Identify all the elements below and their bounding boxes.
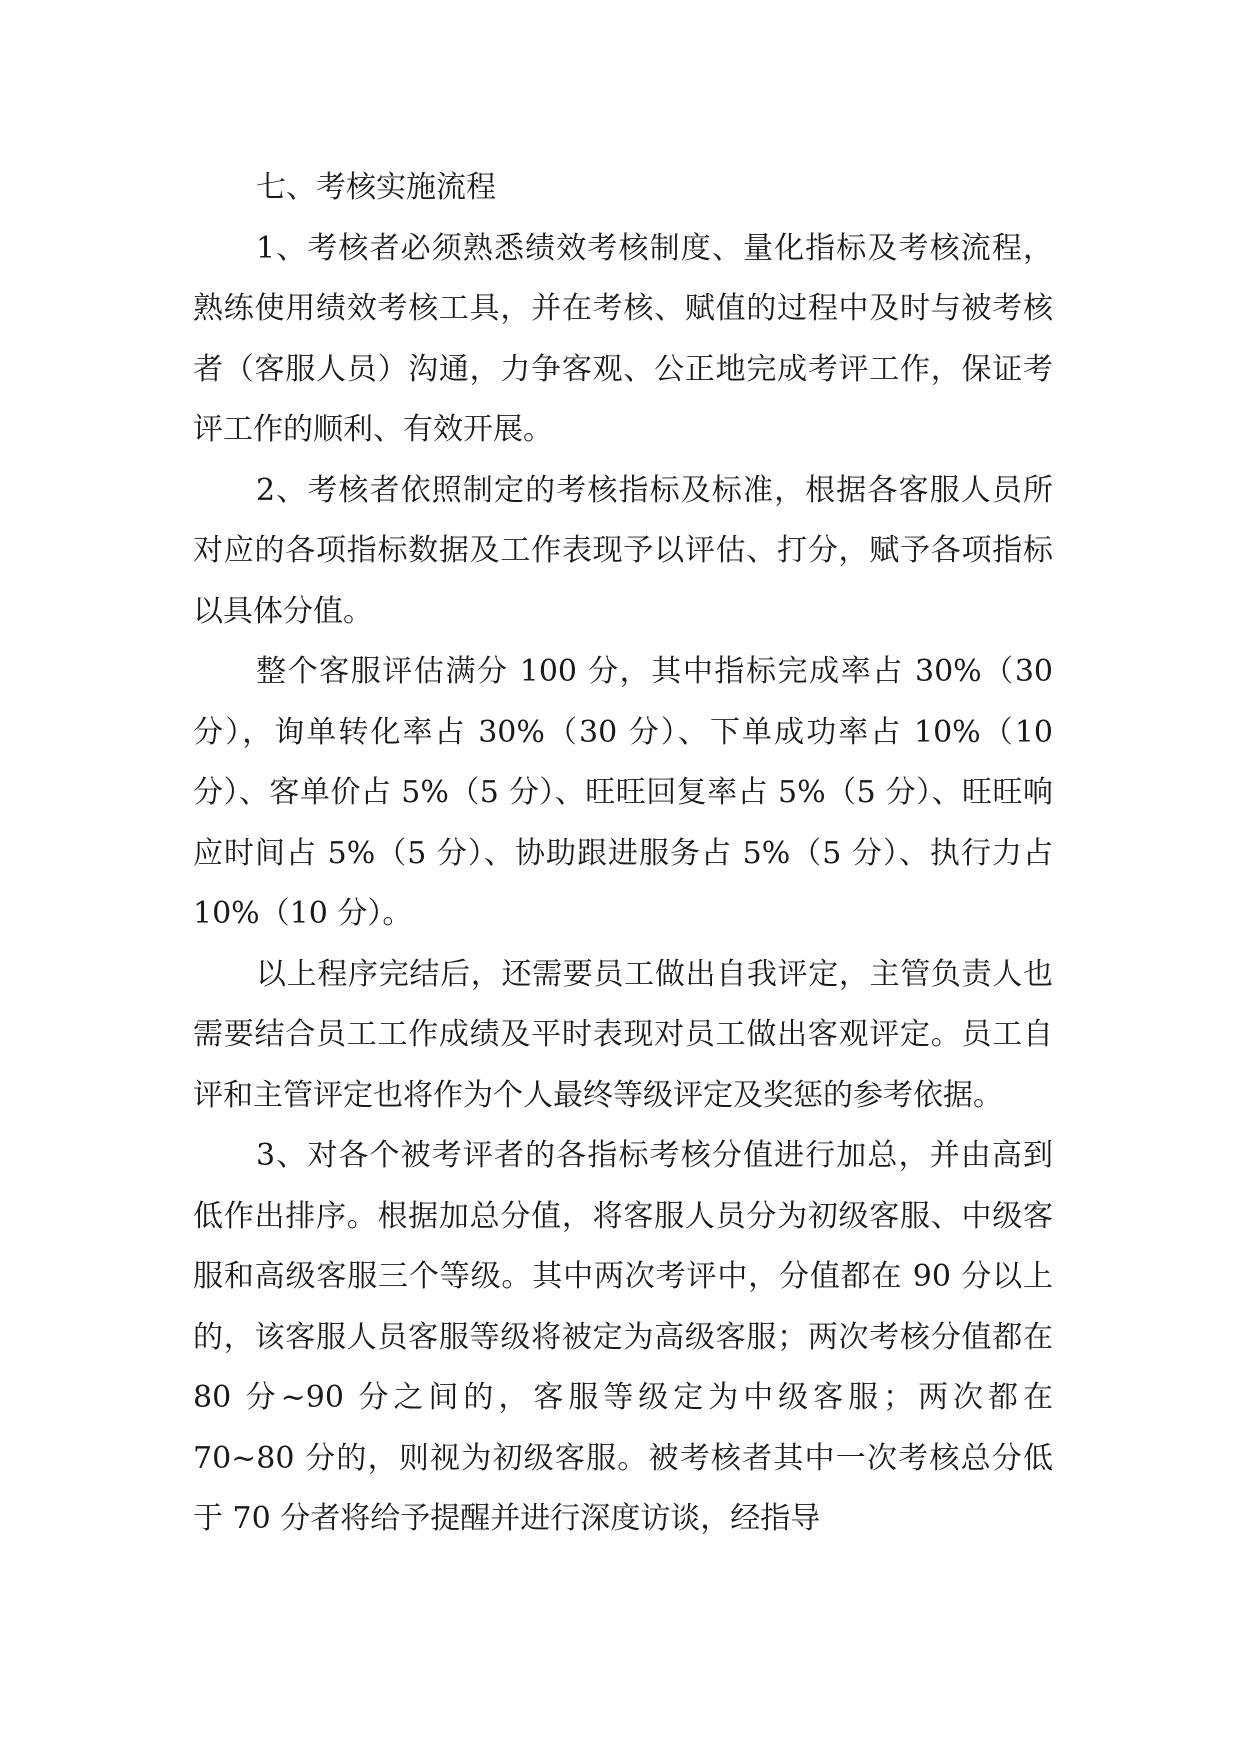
paragraph-3: 整个客服评估满分 100 分，其中指标完成率占 30%（30 分），询单转化率占 30%（30 分）、下单成功率占 10%（10 分）、客单价占 5%（5 分）、旺旺回复率占 5%（5 分）、旺旺响应时间占 5%（5 分）、协助跟进服务占 5%（5 分）、执行力占 10%（10 分）。	[193, 654, 1053, 931]
paragraph-5: 3、对各个被考评者的各指标考核分值进行加总，并由高到低作出排序。根据加总分值，将客服人员分为初级客服、中级客服和高级客服三个等级。其中两次考评中，分值都在 90 分以上的，该客服人员客服等级将被定为高级客服；两次考核分值都在 80 分~90 分之间的，客服等级定为中级客服；两次都在 70~80 分的，则视为初级客服。被考核者其中一次考核总分低于 70 分者将给予提醒并进行深度访谈，经指导	[193, 1138, 1053, 1536]
paragraph-4: 以上程序完结后，还需要员工做出自我评定，主管负责人也需要结合员工工作成绩及平时表现对员工做出客观评定。员工自评和主管评定也将作为个人最终等级评定及奖惩的参考依据。	[193, 956, 1053, 1113]
paragraph-1: 1、考核者必须熟悉绩效考核制度、量化指标及考核流程，熟练使用绩效考核工具，并在考核、赋值的过程中及时与被考核者（客服人员）沟通，力争客观、公正地完成考评工作，保证考评工作的顺利、有效开展。	[193, 230, 1053, 447]
section-heading: 七、考核实施流程	[256, 170, 496, 205]
document-body	[193, 158, 1053, 1550]
paragraph-2: 2、考核者依照制定的考核指标及标准，根据各客服人员所对应的各项指标数据及工作表现予以评估、打分，赋予各项指标以具体分值。	[193, 472, 1053, 629]
